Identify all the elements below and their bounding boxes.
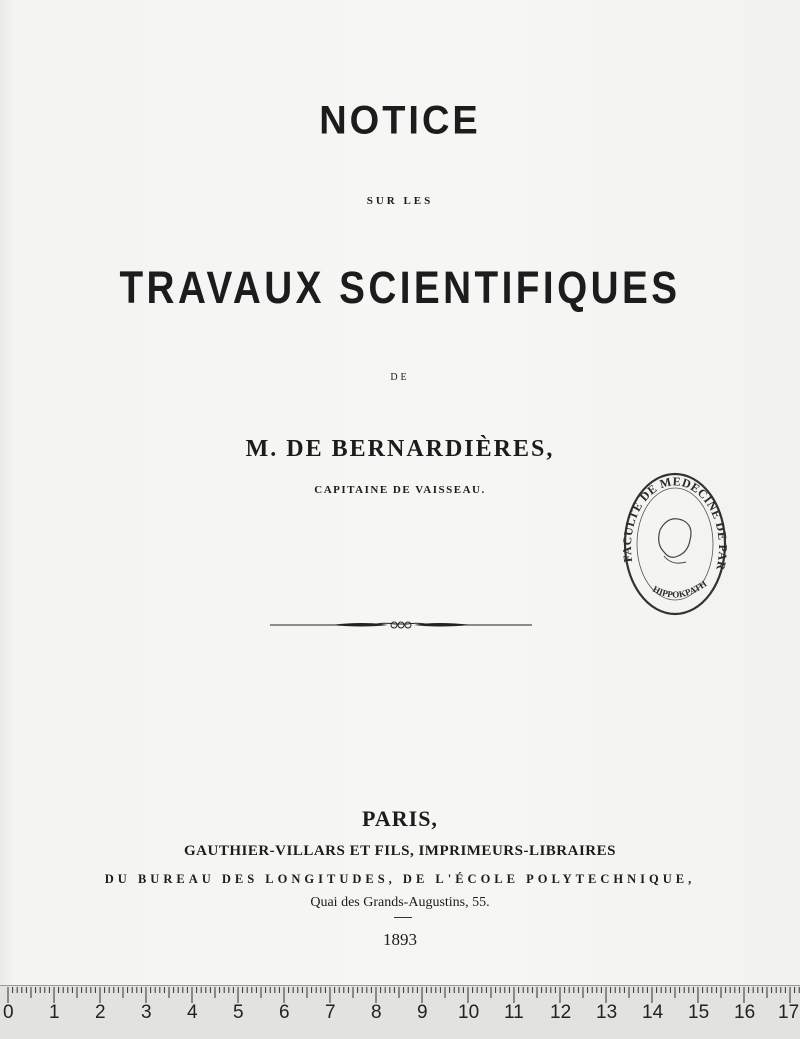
ruler-number: 7 xyxy=(325,1002,336,1023)
ornament-divider-icon xyxy=(270,617,532,633)
ruler-number: 17 xyxy=(778,1002,800,1023)
library-stamp xyxy=(620,470,730,618)
stamp-text-bottom: HIPPOKPATH xyxy=(651,578,709,600)
ruler-number: 6 xyxy=(279,1002,290,1023)
stamp-text-top: FACULTE DE MEDECINE DE PAR xyxy=(620,474,730,572)
ruler-number: 13 xyxy=(596,1002,618,1023)
publisher-detail: DU BUREAU DES LONGITUDES, DE L'ÉCOLE POLYTECHNIQUE, xyxy=(104,872,696,886)
title-preposition: DE xyxy=(390,372,410,383)
title-connector: SUR LES xyxy=(366,195,434,207)
title-subject: TRAVAUX SCIENTIFIQUES xyxy=(119,262,681,313)
author-name: M. DE BERNARDIÈRES, xyxy=(245,436,555,462)
publisher-name: GAUTHIER-VILLARS ET FILS, IMPRIMEURS-LIBRAIRES xyxy=(184,843,616,859)
publication-year: 1893 xyxy=(383,930,417,949)
year-rule xyxy=(394,917,412,918)
ruler-number: 2 xyxy=(95,1002,106,1023)
ruler-number: 3 xyxy=(141,1002,152,1023)
ruler-number: 10 xyxy=(458,1002,480,1023)
ruler-number: 4 xyxy=(187,1002,198,1023)
ruler-number: 11 xyxy=(504,1002,524,1023)
stamp-seal-icon xyxy=(620,470,730,618)
title-notice: NOTICE xyxy=(319,98,481,144)
ruler-number: 0 xyxy=(3,1002,14,1023)
ruler-number: 14 xyxy=(642,1002,664,1023)
ruler-number: 9 xyxy=(417,1002,428,1023)
ruler-number: 8 xyxy=(371,1002,382,1023)
ruler-number: 1 xyxy=(49,1002,60,1023)
publication-city: PARIS, xyxy=(362,806,438,831)
ruler-number: 5 xyxy=(233,1002,244,1023)
ruler-number: 16 xyxy=(734,1002,756,1023)
author-rank: CAPITAINE DE VAISSEAU. xyxy=(314,484,486,496)
ruler-number: 15 xyxy=(688,1002,710,1023)
publisher-address: Quai des Grands-Augustins, 55. xyxy=(310,895,490,910)
ruler-numbers xyxy=(0,1002,800,1032)
ruler-number: 12 xyxy=(550,1002,572,1023)
